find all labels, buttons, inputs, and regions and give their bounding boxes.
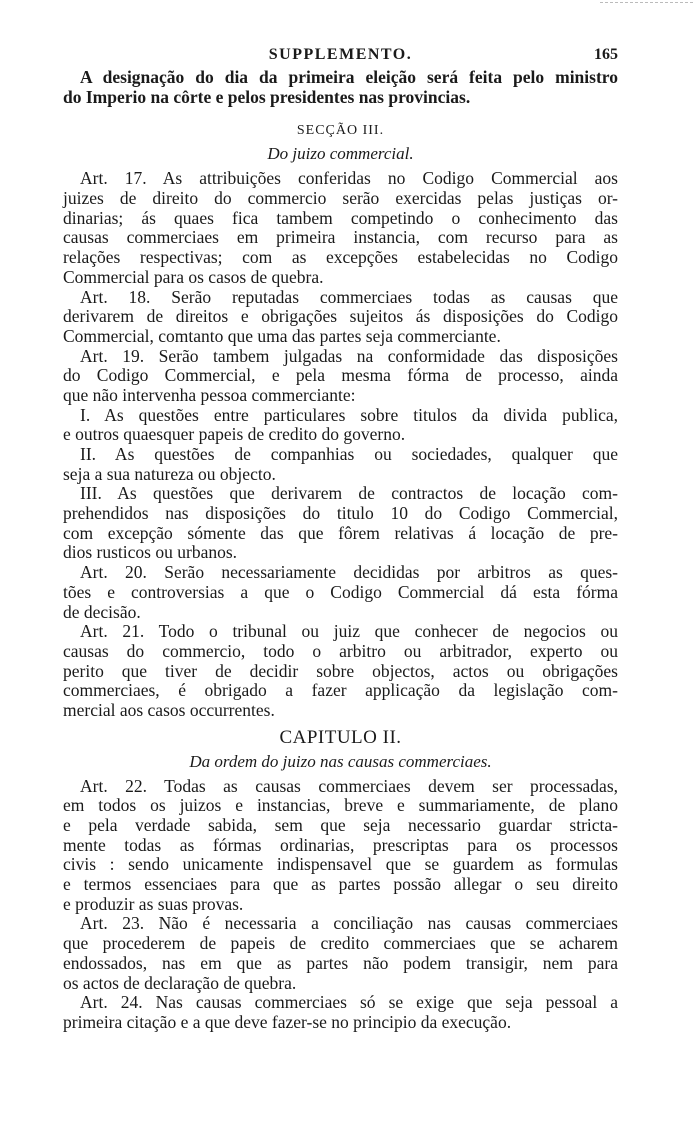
text-line: perito que tiver de decidir sobre objectos, actos ou obrigações [63,660,618,681]
paragraph [63,445,618,484]
running-header [63,46,618,68]
text-line: e outros quaesquer papeis de credito do governo. [63,424,406,445]
paragraph [63,347,618,406]
text-line: Art. 20. Serão necessariamente decididas por arbitros as ques- [80,562,618,583]
section-subtitle: Da ordem do juizo nas causas commerciaes. [189,751,492,771]
text-line: I. As questões entre particulares sobre titulos da divida publica, [80,404,618,425]
text-line: dios rusticos ou urbanos. [63,542,238,563]
text-line: Art. 21. Todo o tribunal ou juiz que conhecer de negocios ou [80,621,618,642]
text-line: que não intervenha pessoa commerciante: [63,384,356,405]
text-line: II. As questões de companhias ou sociedades, qualquer que [80,444,618,464]
text-line: commerciaes, é obrigado a fazer applicação da legislação com- [63,680,618,701]
text-line: dinarias; ás quaes fica tambem competindo o conhecimento das [63,207,618,228]
text-line: civis : sendo unicamente indispensavel que se guardem as formulas [63,854,618,875]
scan-edge-line [600,2,693,3]
text-line: juizes de direito do commercio serão exercidas pelas justiças or- [63,188,618,209]
paragraph [63,622,618,720]
chapter-heading: CAPITULO II. [279,726,402,748]
text-line: do Imperio na côrte e pelos presidentes nas provincias. [63,86,471,107]
section-subtitle: Do juizo commercial. [267,144,414,164]
text-line: seja a sua natureza ou objecto. [63,463,276,484]
section-heading: SECÇÃO III. [296,123,385,139]
text-line: em todos os juizos e instancias, breve e summariamente, de plano [63,795,618,816]
text-line: endossados, nas em que as partes não podem transigir, nem para [63,952,618,973]
page-body [63,68,618,1033]
text-line: de decisão. [63,601,141,622]
text-line: do Codigo Commercial, e pela mesma fórma de processo, ainda [63,365,618,386]
paragraph [63,777,618,915]
text-line: primeira citação e a que deve fazer-se no principio da execução. [63,1011,512,1032]
text-line: que procederem de papeis de credito commerciaes que se acharem [63,933,618,954]
text-line: e termos essenciaes para que as partes possão allegar o seu direito [63,874,618,895]
text-line: com excepção sómente das que fôrem relativas á locação de pre- [63,522,618,543]
text-line: A designação do dia da primeira eleição será feita pelo ministro [80,67,618,87]
paragraph [63,68,618,107]
paragraph [63,406,618,445]
text-line: derivarem de direitos e obrigações sujeitos ás disposições do Codigo [63,306,618,327]
text-line: e produzir as suas provas. [63,893,244,914]
text-line: e pela verdade sabida, sem que seja necessario guardar stricta- [63,815,618,835]
page-number: 165 [594,46,618,63]
text-line: Commercial, comtanto que uma das partes seja commerciante. [63,325,501,346]
paragraph [63,993,618,1032]
text-line: Art. 24. Nas causas commerciaes só se exige que seja pessoal a [80,992,618,1013]
running-title: SUPPLEMENTO. [268,46,413,63]
text-line: Art. 18. Serão reputadas commerciaes todas as causas que [80,286,618,307]
text-line: tões e controversias a que o Codigo Commercial dá esta fórma [63,581,618,602]
paragraph [63,169,618,287]
paragraph [63,288,618,347]
paragraph [63,563,618,622]
text-line: causas do commercio, todo o arbitro ou arbitrador, experto ou [63,640,618,661]
text-line: prehendidos nas disposições do titulo 10 do Codigo Commercial, [63,503,618,524]
text-line: os actos de declaração de quebra. [63,972,297,993]
text-line: causas commerciaes em primeira instancia, com recurso para as [63,227,618,248]
text-line: Art. 19. Serão tambem julgadas na conformidade das disposições [80,345,618,366]
text-line: mente todas as fórmas ordinarias, prescriptas para os processos [63,834,618,855]
text-line: III. As questões que derivarem de contractos de locação com- [80,483,618,504]
text-line: mercial aos casos occurrentes. [63,699,275,720]
text-line: relações respectivas; com as excepções estabelecidas no Codigo [63,247,618,268]
text-line: Commercial para os casos de quebra. [63,266,324,287]
text-line: Art. 17. As attribuições conferidas no Codigo Commercial aos [80,168,618,189]
text-line: Art. 23. Não é necessaria a conciliação nas causas commerciaes [80,913,618,934]
text-line: Art. 22. Todas as causas commerciaes devem ser processadas, [80,775,618,796]
paragraph [63,914,618,993]
paragraph [63,484,618,563]
